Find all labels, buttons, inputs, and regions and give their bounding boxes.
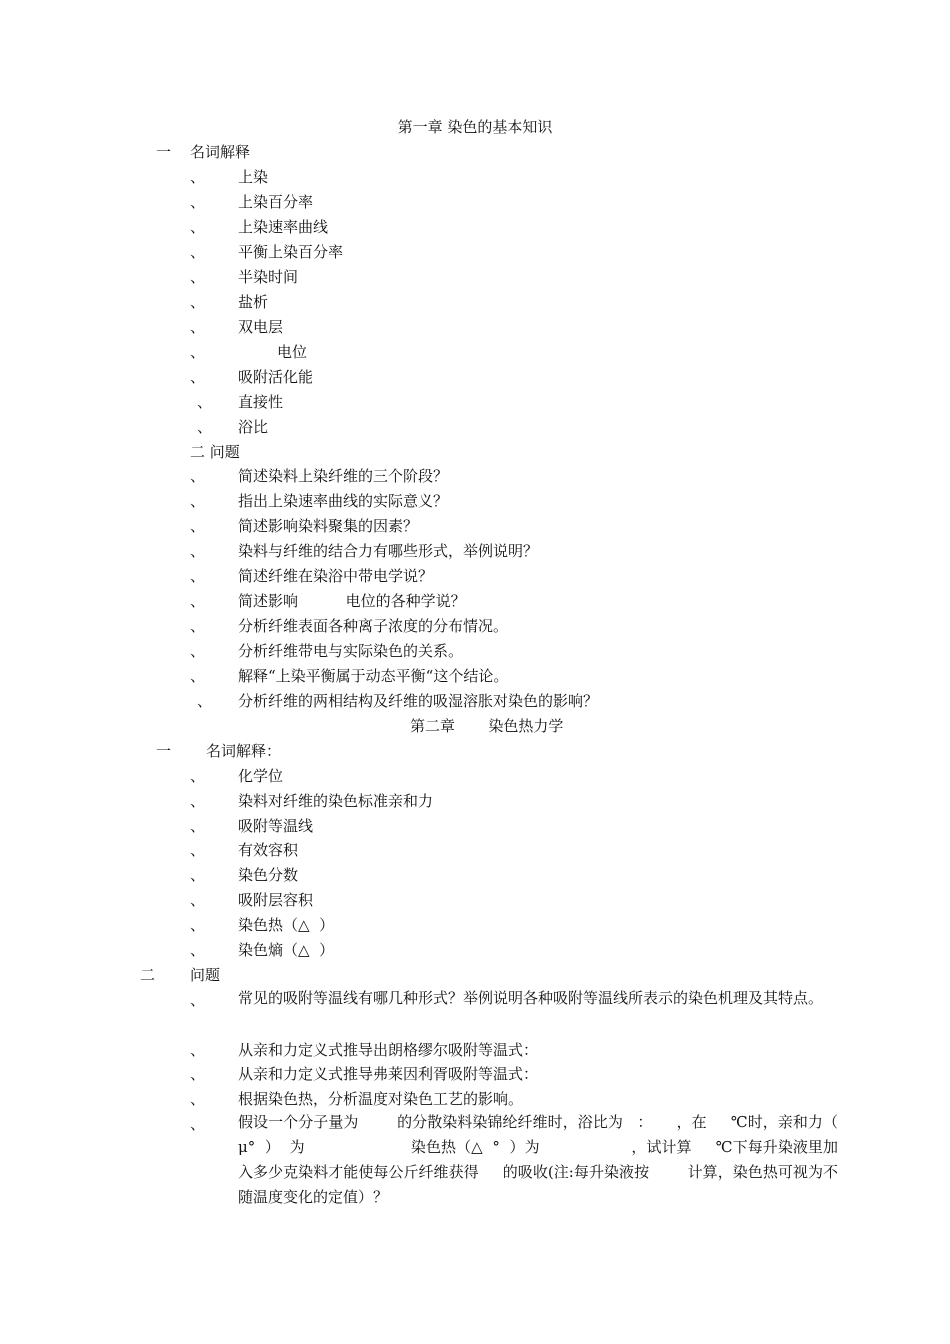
- chapter-2-title: 第二章 染色热力学: [410, 717, 564, 735]
- list-marker: 、: [190, 492, 206, 510]
- list-item: 上染速率曲线: [238, 218, 329, 236]
- list-item: 常见的吸附等温线有哪几种形式？举例说明各种吸附等温线所表示的染色机理及其特点。: [238, 989, 824, 1007]
- list-marker: 、: [190, 542, 206, 560]
- list-marker: 、: [190, 193, 206, 211]
- list-marker: 、: [190, 642, 206, 660]
- list-marker: 、: [190, 343, 206, 361]
- list-marker: 、: [190, 916, 206, 934]
- list-item: 双电层: [238, 318, 284, 336]
- section-number: 一: [156, 742, 172, 760]
- list-item: 直接性: [238, 393, 284, 411]
- list-marker: 、: [190, 592, 206, 610]
- list-marker: 、: [190, 243, 206, 261]
- section-title: 问题: [190, 966, 221, 984]
- list-item: 上染百分率: [238, 193, 314, 211]
- list-marker: 、: [190, 941, 206, 959]
- list-item: 平衡上染百分率: [238, 243, 344, 261]
- list-item: 简述影响 电位的各种学说？: [238, 592, 466, 610]
- list-item: 浴比: [238, 418, 269, 436]
- list-marker: 、: [190, 1041, 206, 1059]
- list-marker: 、: [190, 792, 206, 810]
- list-marker: 、: [190, 467, 206, 485]
- list-item: 盐析: [238, 293, 269, 311]
- list-item: 染色热（△ ）: [238, 916, 335, 934]
- section-title: 名词解释：: [206, 742, 282, 760]
- section-title: 名词解释: [190, 143, 251, 161]
- list-item: 染色分数: [238, 866, 299, 884]
- list-item: 化学位: [238, 767, 284, 785]
- list-marker: 、: [190, 817, 206, 835]
- list-marker: 、: [190, 767, 206, 785]
- list-item: 染料对纤维的染色标准亲和力: [238, 792, 434, 810]
- list-item: 根据染色热，分析温度对染色工艺的影响。: [238, 1090, 524, 1108]
- list-item: 电位: [277, 343, 308, 361]
- list-marker: 、: [190, 567, 206, 585]
- list-marker: 、: [190, 168, 206, 186]
- list-marker: 、: [190, 1115, 206, 1133]
- list-marker: 、: [197, 393, 213, 411]
- list-marker: 、: [197, 418, 213, 436]
- list-marker: 、: [190, 1065, 206, 1083]
- chapter-1-title: 第一章 染色的基本知识: [397, 118, 553, 136]
- list-marker: 、: [190, 866, 206, 884]
- list-marker: 、: [190, 268, 206, 286]
- section-number: 一: [156, 143, 172, 161]
- list-marker: 、: [190, 1090, 206, 1108]
- list-marker: 、: [190, 617, 206, 635]
- list-item: 指出上染速率曲线的实际意义？: [238, 492, 449, 510]
- list-marker: 、: [197, 692, 213, 710]
- list-item: 简述影响染料聚集的因素？: [238, 517, 419, 535]
- list-item: 分析纤维表面各种离子浓度的分布情况。: [238, 617, 509, 635]
- list-item: 简述染料上染纤维的三个阶段？: [238, 467, 449, 485]
- list-item: 染色熵（△ ）: [238, 941, 335, 959]
- list-item: 染料与纤维的结合力有哪些形式，举例说明？: [238, 542, 539, 560]
- list-item: 吸附层容积: [238, 891, 314, 909]
- list-item: 从亲和力定义式推导出朗格缪尔吸附等温式：: [238, 1041, 539, 1059]
- list-item: 吸附等温线: [238, 817, 314, 835]
- list-item: 解释“上染平衡属于动态平衡“这个结论。: [238, 667, 509, 685]
- list-item: 分析纤维带电与实际染色的关系。: [238, 642, 464, 660]
- list-item: 半染时间: [238, 268, 299, 286]
- section-title: 二 问题: [190, 443, 240, 461]
- list-item: 假设一个分子量为 的分散染料染锦纶纤维时，浴比为 ： ，在 ℃时，亲和力（ μ° ） 为 染色热（△ ° ）为 ，试计算 ℃下每升染液里加入多少克染料才能使每公斤纤维获得 的吸收(注:每升染液按 计算，染色热可视为不随温度变化的定值）？: [238, 1113, 843, 1206]
- list-marker: 、: [190, 517, 206, 535]
- list-marker: 、: [190, 293, 206, 311]
- list-marker: 、: [190, 368, 206, 386]
- list-item: 从亲和力定义式推导弗莱因利胥吸附等温式：: [238, 1065, 539, 1083]
- list-marker: 、: [190, 667, 206, 685]
- list-item: 分析纤维的两相结构及纤维的吸湿溶胀对染色的影响？: [238, 692, 599, 710]
- list-item: 简述纤维在染浴中带电学说？: [238, 567, 434, 585]
- list-item: 有效容积: [238, 841, 299, 859]
- section-number: 二: [140, 966, 156, 984]
- list-marker: 、: [190, 218, 206, 236]
- list-item: 上染: [238, 168, 269, 186]
- list-marker: 、: [190, 991, 206, 1009]
- list-item: 吸附活化能: [238, 368, 314, 386]
- list-marker: 、: [190, 318, 206, 336]
- list-marker: 、: [190, 891, 206, 909]
- list-marker: 、: [190, 841, 206, 859]
